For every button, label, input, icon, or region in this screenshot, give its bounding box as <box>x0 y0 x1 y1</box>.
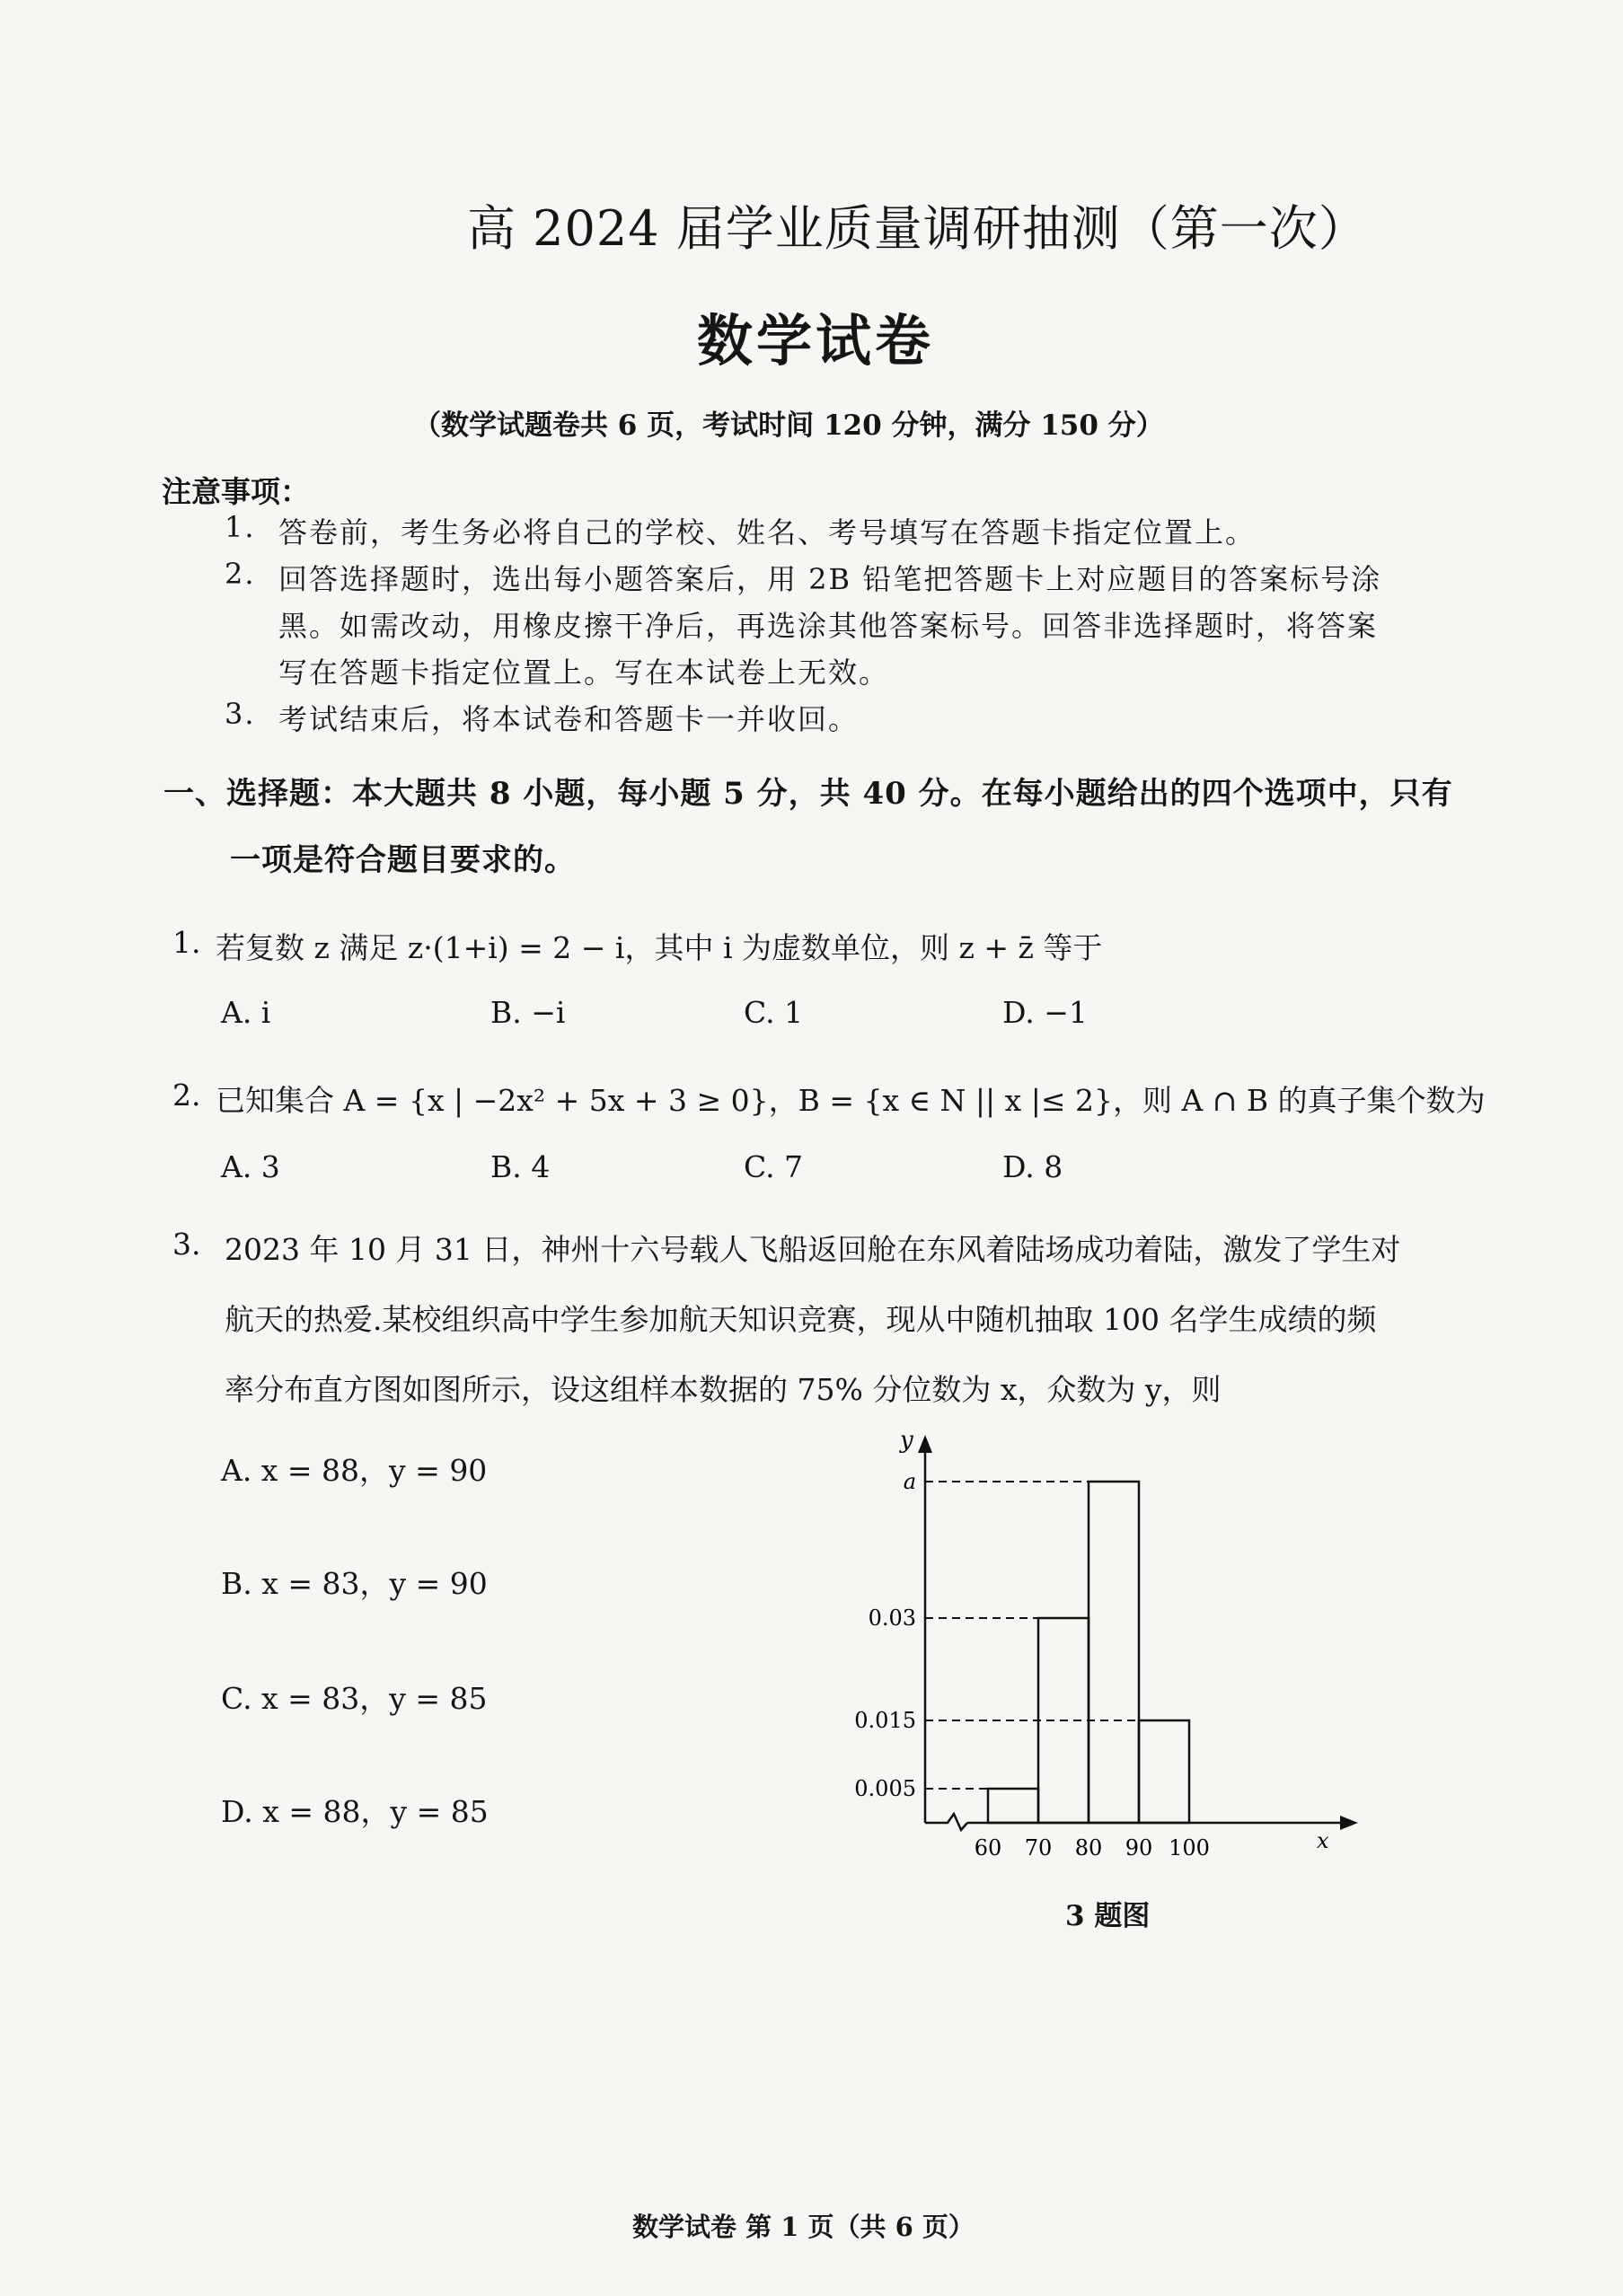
option-c: C. 7 <box>744 1149 804 1184</box>
notice-item-text: 写在答题卡指定位置上。写在本试卷上无效。 <box>278 655 890 690</box>
y-tick-label: 0.03 <box>868 1605 916 1631</box>
page-footer: 数学试卷 第 1 页（共 6 页） <box>632 2212 975 2242</box>
x-tick-label: 90 <box>1125 1835 1153 1861</box>
option-d: D. x = 88，y = 85 <box>221 1794 489 1829</box>
option-b: B. 4 <box>490 1149 551 1184</box>
exam-info: （数学试题卷共 6 页，考试时间 120 分钟，满分 150 分） <box>413 409 1164 442</box>
x-axis-arrow <box>1340 1816 1358 1830</box>
y-tick-label: a <box>903 1469 916 1494</box>
section-heading-cont: 一项是符合题目要求的。 <box>230 842 576 878</box>
option-a: A. 3 <box>221 1149 280 1184</box>
option-c: C. 1 <box>744 995 804 1030</box>
notice-heading: 注意事项： <box>162 474 310 509</box>
question-number: 2. <box>172 1078 201 1113</box>
x-tick-label: 70 <box>1024 1835 1053 1861</box>
option-a: A. i <box>221 995 271 1030</box>
section-heading: 一、选择题：本大题共 8 小题，每小题 5 分，共 40 分。在每小题给出的四个选项中，只有 <box>163 776 1453 812</box>
question-text: 2023 年 10 月 31 日，神州十六号载人飞船返回舱在东风着陆场成功着陆，激发了学生对 <box>225 1232 1401 1267</box>
x-tick-label: 60 <box>974 1835 1002 1861</box>
option-d: D. 8 <box>1002 1149 1063 1184</box>
histogram-bar <box>1089 1482 1139 1823</box>
x-axis-label: x <box>1317 1828 1329 1853</box>
x-tick-label: 80 <box>1074 1835 1103 1861</box>
notice-item-text: 回答选择题时，选出每小题答案后，用 2B 铅笔把答题卡上对应题目的答案标号涂 <box>278 562 1382 596</box>
y-tick-label: 0.015 <box>854 1708 916 1733</box>
question-text: 已知集合 A = {x | −2x² + 5x + 3 ≥ 0}，B = {x ∈ N || x |≤ 2}，则 A ∩ B 的真子集个数为 <box>216 1083 1486 1118</box>
frequency-histogram <box>844 1419 1383 1877</box>
option-a: A. x = 88，y = 90 <box>221 1453 488 1488</box>
question-number: 3. <box>172 1227 201 1262</box>
notice-item-text: 考试结束后，将本试卷和答题卡一并收回。 <box>278 702 860 736</box>
x-tick-label: 100 <box>1169 1835 1210 1861</box>
notice-item-number: 2. <box>225 557 256 591</box>
option-b: B. x = 83，y = 90 <box>221 1566 488 1601</box>
notice-item-number: 1. <box>225 510 256 544</box>
y-tick-label: 0.005 <box>854 1776 916 1801</box>
y-axis-label: y <box>900 1427 913 1454</box>
x-axis-break <box>925 1814 967 1830</box>
y-axis-arrow <box>918 1435 932 1453</box>
option-c: C. x = 83，y = 85 <box>221 1681 488 1716</box>
notice-item-number: 3. <box>225 697 256 731</box>
exam-title: 高 2024 届学业质量调研抽测（第一次） <box>467 200 1368 257</box>
question-number: 1. <box>172 925 201 960</box>
notice-item-text: 答卷前，考生务必将自己的学校、姓名、考号填写在答题卡指定位置上。 <box>278 515 1257 550</box>
histogram-bar <box>1139 1720 1189 1823</box>
question-text: 若复数 z 满足 z·(1+i) = 2 − i，其中 i 为虚数单位，则 z + z̄ 等于 <box>216 930 1103 965</box>
option-d: D. −1 <box>1002 995 1088 1030</box>
exam-subtitle: 数学试卷 <box>697 308 935 374</box>
notice-item-text: 黑。如需改动，用橡皮擦干净后，再选涂其他答案标号。回答非选择题时，将答案 <box>278 609 1379 643</box>
histogram-bar <box>988 1789 1038 1823</box>
question-text: 率分布直方图如图所示，设这组样本数据的 75% 分位数为 x，众数为 y，则 <box>225 1372 1222 1407</box>
question-text: 航天的热爱.某校组织高中学生参加航天知识竞赛，现从中随机抽取 100 名学生成绩的频 <box>225 1302 1377 1337</box>
option-b: B. −i <box>490 995 566 1030</box>
figure-caption: 3 题图 <box>1065 1900 1151 1932</box>
